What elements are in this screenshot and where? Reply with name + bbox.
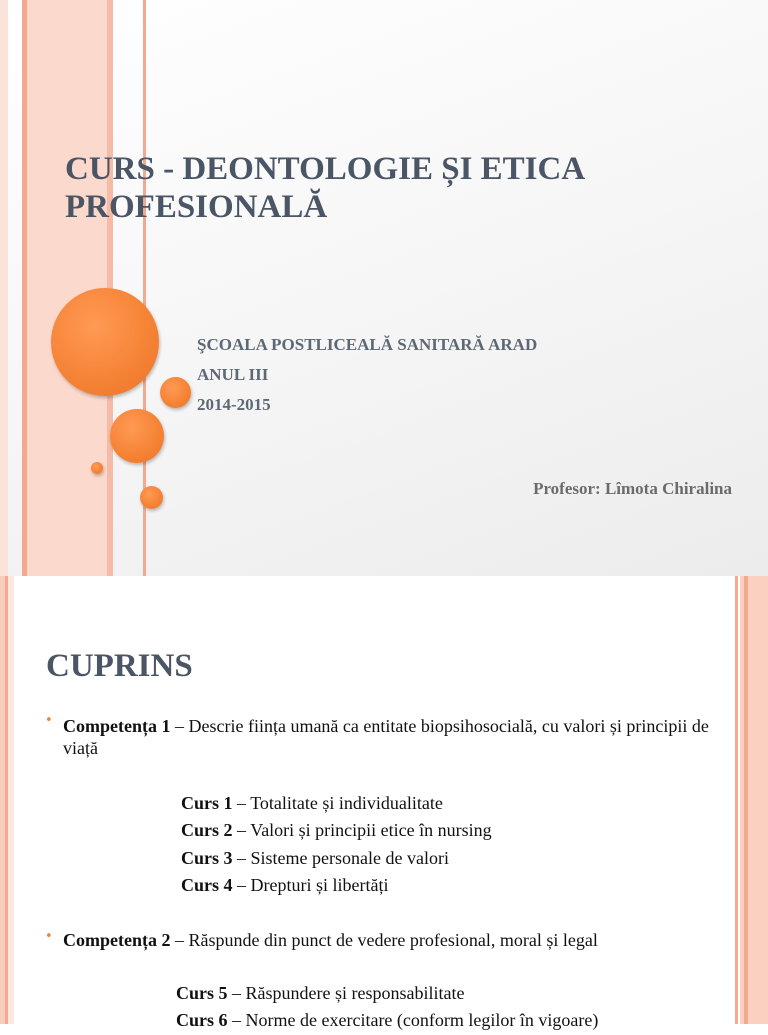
- course-item: [181, 872, 492, 899]
- decor-circle-medium: [110, 409, 164, 463]
- course-title: – Sisteme personale de valori: [232, 847, 449, 868]
- competence-label: Competența 1: [63, 716, 171, 736]
- competence-label: Competența 2: [63, 930, 171, 950]
- course-label: Curs 4: [181, 874, 233, 895]
- course-item: [181, 817, 492, 844]
- decor-stripe: [744, 576, 748, 1024]
- school-year: 2014-2015: [197, 395, 271, 414]
- decor-circle-large: [51, 288, 159, 396]
- bullet-icon: •: [45, 929, 53, 944]
- course-list: [176, 980, 598, 1035]
- course-list: [181, 790, 492, 899]
- competence-description: – Descrie ființa umană ca entitate biopsihosocială, cu valori și principii de viață: [63, 716, 709, 758]
- decor-stripe: [8, 576, 14, 1024]
- course-label: Curs 3: [181, 847, 233, 868]
- course-title: – Norme de exercitare (conform legilor în vigoare): [227, 1010, 599, 1031]
- competence-item: [63, 715, 743, 759]
- competence-item: [63, 929, 743, 951]
- school-name: ŞCOALA POSTLICEALĂ SANITARĂ ARAD: [197, 335, 538, 354]
- slide-subtitle: [197, 330, 537, 420]
- decor-circle-small: [140, 486, 163, 509]
- year-of-study: ANUL III: [197, 365, 269, 384]
- course-item: [176, 980, 598, 1007]
- decor-circle-small: [160, 377, 191, 408]
- contents-title: CUPRINS: [46, 648, 193, 684]
- course-label: Curs 2: [181, 820, 233, 841]
- course-label: Curs 1: [181, 793, 233, 813]
- professor-name: Profesor: Lîmota Chiralina: [533, 479, 732, 498]
- course-item: [181, 790, 492, 817]
- course-label: Curs 6: [176, 1010, 228, 1031]
- course-title: – Răspundere și responsabilitate: [227, 983, 465, 1003]
- course-title: – Drepturi și libertăți: [232, 874, 389, 895]
- decor-circle-tiny: [91, 462, 103, 474]
- course-title: – Valori și principii etice în nursing: [232, 820, 492, 841]
- bullet-icon: •: [45, 713, 53, 728]
- competence-description: – Răspunde din punct de vedere profesional, moral și legal: [170, 930, 598, 950]
- slide-title: CURS - DEONTOLOGIE ȘI ETICA PROFESIONALĂ: [65, 151, 584, 225]
- course-item: [176, 1007, 598, 1034]
- decor-stripe: [735, 576, 738, 1024]
- course-title: – Totalitate și individualitate: [232, 793, 443, 813]
- course-label: Curs 5: [176, 983, 228, 1003]
- course-item: [181, 845, 492, 872]
- decor-stripe: [0, 0, 8, 576]
